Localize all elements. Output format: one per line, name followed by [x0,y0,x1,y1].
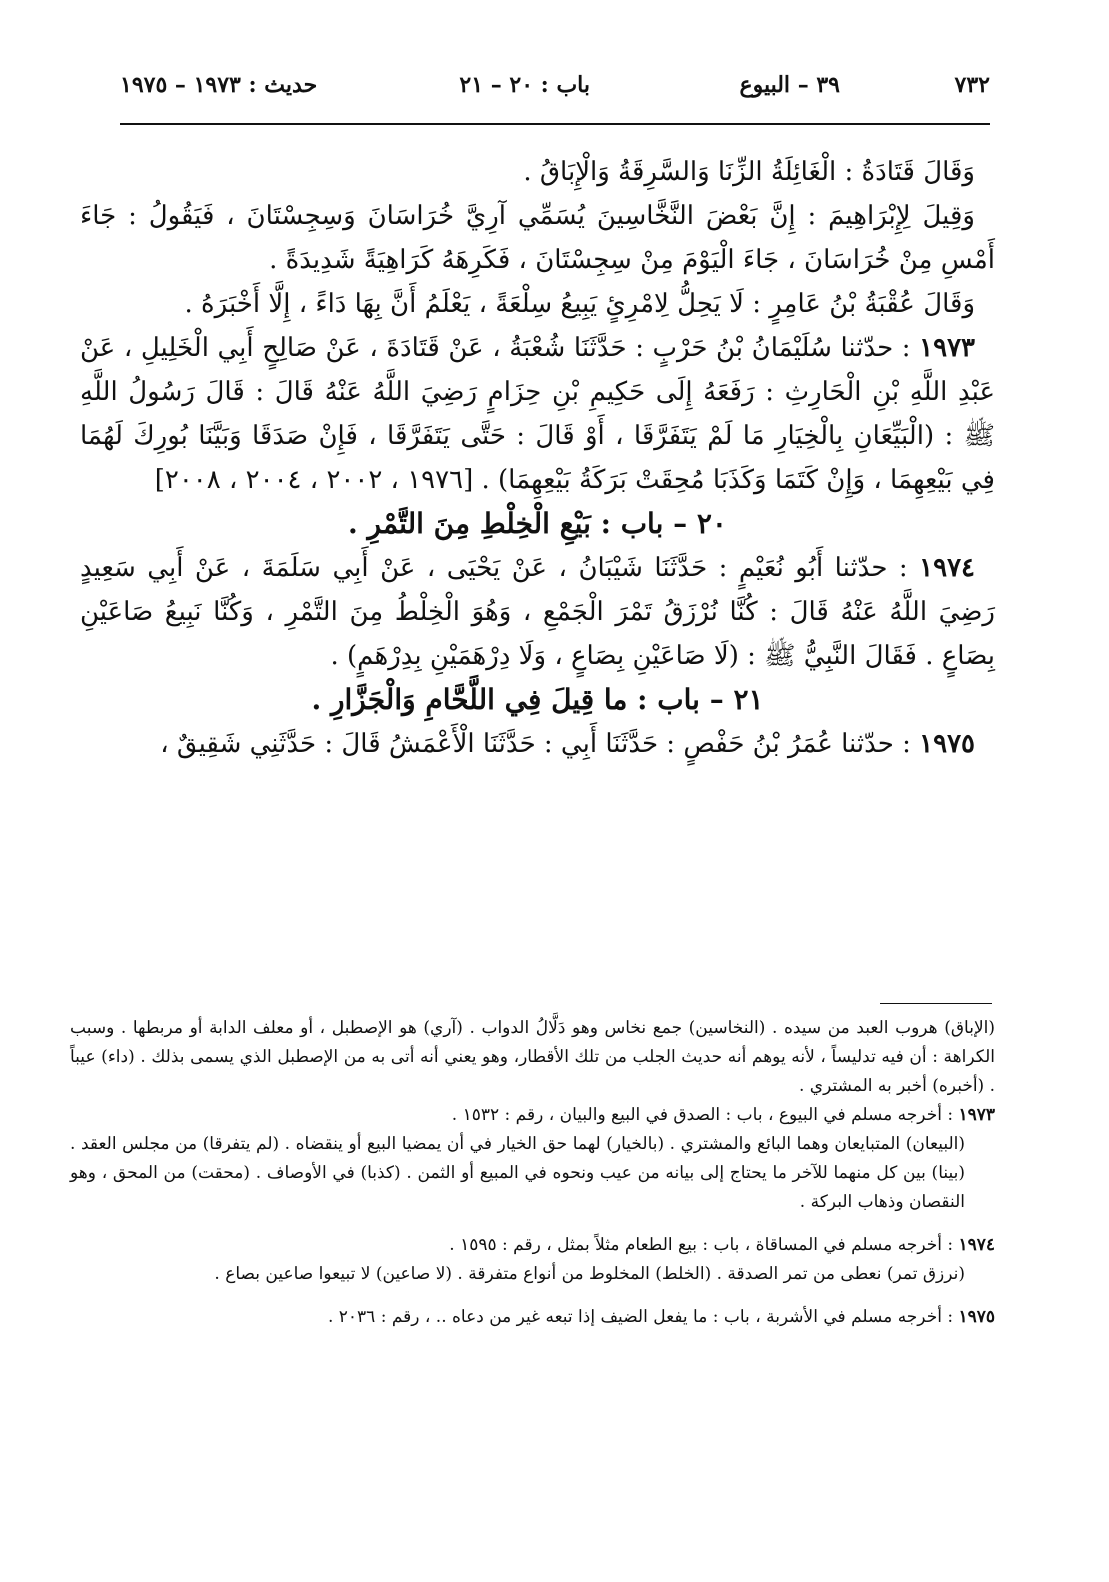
hadith-1975 [80,722,995,766]
footnote-explanation: (البيعان) المتبايعان وهما البائع والمشتري . (بالخيار) لهما حق الخيار في أن يمضيا البيع أو ينقضاه . (لم يتفرقا) من مجلس العقد . (بينا) بين كل منهما للآخر ما يحتاج إلى بيانه من عيب ونحوه في المبيع أو الثمن . (كذبا) في الأوصاف . (محقت) من المحق ، وهو النقصان وذهاب البركة . [70,1134,965,1212]
bab-21-title: ٢١ – باب : ما قِيلَ فِي اللَّحَّامِ وَالْجَزَّارِ . [311,683,764,716]
paragraph-uqba: وَقَالَ عُقْبَةُ بْنُ عَامِرٍ : لَا يَحِلُّ لِامْرِئٍ يَبِيعُ سِلْعَةً ، يَعْلَمُ أَنَّ بِهَا دَاءً ، إِلَّا أَخْبَرَهُ . [184,289,975,319]
running-header [120,72,990,112]
footnote-1973 [70,1101,995,1217]
footnote-number: ١٩٧٣ [958,1105,995,1125]
footnote-1974 [70,1231,995,1289]
paragraph-qatada: وَقَالَ قَتَادَةُ : الْغَائِلَةُ الزِّنَا وَالسَّرِقَةُ وَالْإِبَاقُ . [523,157,975,187]
footnotes [70,1014,995,1346]
footnote-general: (الإباق) هروب العبد من سيده . (النخاسين) جمع نخاس وهو دَلَّالُ الدواب . (آري) هو الإصطبل ، أو معلف الدابة أو مربطها . وسبب الكراهة : أن فيه تدليساً ، لأنه يوهم أنه حديث الجلب من تلك الأقطار، وهو يعني أنه أتى به من الإصطبل الذي يسمى بذلك . (داء) عيباً . (أخبره) أخبر به المشتري . [70,1018,995,1096]
footnote-rule [880,1003,992,1004]
footnote-number: ١٩٧٥ [958,1307,995,1327]
footnote-source-text: : أخرجه مسلم في الأشربة ، باب : ما يفعل الضيف إذا تبعه غير من دعاه .. ، رقم : ٢٠٣٦ . [327,1307,954,1327]
footnote-1975 [70,1303,995,1332]
hadith-1974 [80,546,995,678]
hadith-text: : حدّثنا أَبُو نُعَيْمٍ : حَدَّثَنَا شَيْبَانُ ، عَنْ يَحْيَى ، عَنْ أَبِي سَلَمَةَ ، عَنْ أَبِي سَعِيدٍ رَضِيَ اللَّهُ عَنْهُ قَالَ : كُنَّا نُرْزَقُ تَمْرَ الْجَمْعِ ، وَهُوَ الْخِلْطُ مِنَ التَّمْرِ ، وَكُنَّا نَبِيعُ صَاعَيْنِ بِصَاعٍ . فَقَالَ النَّبِيُّ ﷺ : (لَا صَاعَيْنِ بِصَاعٍ ، وَلَا دِرْهَمَيْنِ بِدِرْهَمٍ) . [80,553,995,671]
hadith-number: ١٩٧٤ [919,553,976,583]
footnote-source-text: : أخرجه مسلم في المساقاة ، باب : بيع الطعام مثلاً بمثل ، رقم : ١٥٩٥ . [449,1235,954,1255]
header-rule [120,123,990,125]
hadith-text: : حدّثنا سُلَيْمَانُ بْنُ حَرْبٍ : حَدَّثَنَا شُعْبَةُ ، عَنْ قَتَادَةَ ، عَنْ صَالِحٍ أَبِي الْخَلِيلِ ، عَنْ عَبْدِ اللَّهِ بْنِ الْحَارِثِ : رَفَعَهُ إِلَى حَكِيمِ بْنِ حِزَامٍ رَضِيَ اللَّهُ عَنْهُ قَالَ : قَالَ رَسُولُ اللَّهِ ﷺ : (الْبَيِّعَانِ بِالْخِيَارِ مَا لَمْ يَتَفَرَّقَا ، أَوْ قَالَ : حَتَّى يَتَفَرَّقَا ، فَإِنْ صَدَقَا وَبَيَّنَا بُورِكَ لَهُمَا فِي بَيْعِهِمَا ، وَإِنْ كَتَمَا وَكَذَبَا مُحِقَتْ بَرَكَةُ بَيْعِهِمَا) . [80,333,995,495]
hadith-text: : حدّثنا عُمَرُ بْنُ حَفْصٍ : حَدَّثَنَا أَبِي : حَدَّثَنَا الْأَعْمَشُ قَالَ : حَدَّثَنِي شَقِيقٌ ، [160,729,911,759]
footnote-explanation: (نرزق تمر) نعطى من تمر الصدقة . (الخلط) المخلوط من أنواع متفرقة . (لا صاعين) لا تبيعوا صاعين بصاع . [214,1264,965,1284]
footnote-source [70,1231,995,1260]
footnote-number: ١٩٧٤ [958,1235,995,1255]
cross-references: [١٩٧٦ ، ٢٠٠٢ ، ٢٠٠٤ ، ٢٠٠٨] [154,465,474,495]
bab-range: باب : ٢٠ – ٢١ [459,72,590,98]
footnote-source [70,1101,995,1130]
footnote-source [70,1303,995,1332]
hadith-number: ١٩٧٣ [919,333,976,363]
main-text [80,150,995,766]
hadith-1973 [80,326,995,502]
hadith-number: ١٩٧٥ [919,729,975,759]
bab-20-title: ٢٠ – باب : بَيْعِ الْخِلْطِ مِنَ التَّمْرِ . [348,507,727,540]
paragraph-ibrahim: وَقِيلَ لِإِبْرَاهِيمَ : إِنَّ بَعْضَ النَّخَّاسِينَ يُسَمِّي آرِيَّ خُرَاسَانَ وَسِجِسْتَانَ ، فَيَقُولُ : جَاءَ أَمْسِ مِنْ خُرَاسَانَ ، جَاءَ الْيَوْمَ مِنْ سِجِسْتَانَ ، فَكَرِهَهُ كَرَاهِيَةً شَدِيدَةً . [80,201,995,275]
book-title: ٣٩ – البيوع [739,72,840,98]
footnote-source-text: : أخرجه مسلم في البيوع ، باب : الصدق في البيع والبيان ، رقم : ١٥٣٢ . [451,1105,954,1125]
page-number: ٧٣٢ [954,72,990,98]
hadith-range: حديث : ١٩٧٣ – ١٩٧٥ [120,72,318,98]
